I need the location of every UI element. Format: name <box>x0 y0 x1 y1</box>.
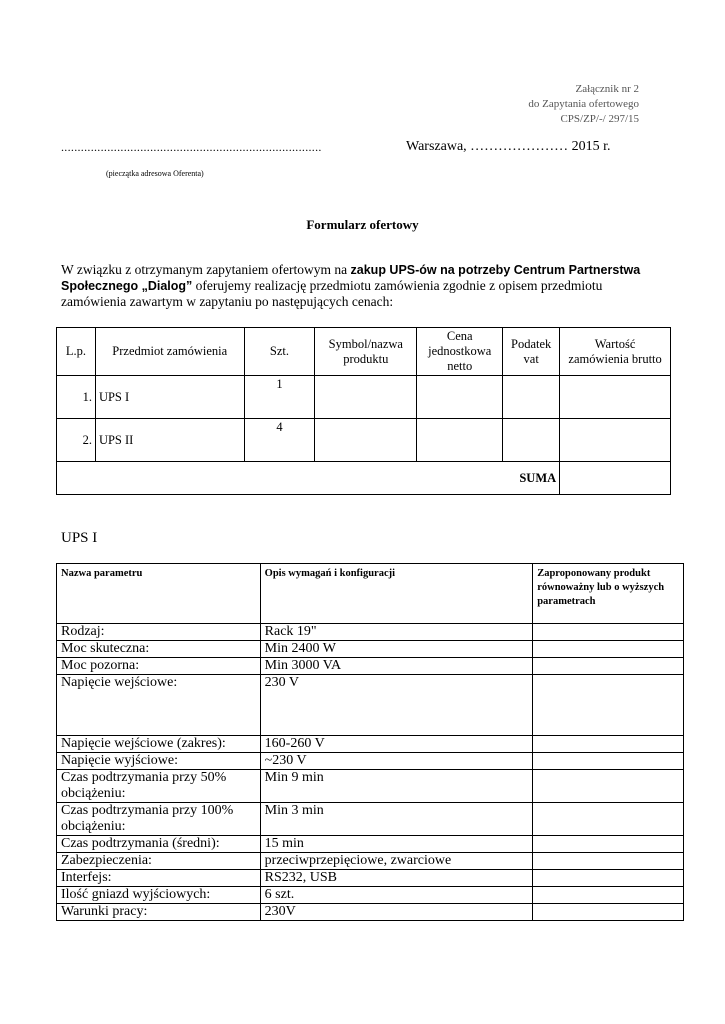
row-number: 2. <box>57 419 96 462</box>
spec-offer-cell[interactable] <box>533 904 684 921</box>
spec-param: Czas podtrzymania przy 50% obciążeniu: <box>57 770 261 803</box>
table-row <box>57 641 684 658</box>
spec-offer-cell[interactable] <box>533 675 684 736</box>
row-qty: 4 <box>244 419 315 462</box>
spec-requirement: 230V <box>260 904 533 921</box>
row-number: 1. <box>57 376 96 419</box>
order-header-cell: Szt. <box>244 328 315 376</box>
spec-requirement: ~230 V <box>260 753 533 770</box>
spec-table-header <box>57 564 684 624</box>
spec-param: Zabezpieczenia: <box>57 853 261 870</box>
table-row <box>57 753 684 770</box>
order-table <box>56 327 671 495</box>
spec-param: Warunki pracy: <box>57 904 261 921</box>
spec-offer-cell[interactable] <box>533 836 684 853</box>
row-unit-price-cell[interactable] <box>417 376 503 419</box>
row-symbol-cell[interactable] <box>315 419 417 462</box>
spec-param: Moc skuteczna: <box>57 641 261 658</box>
spec-param: Napięcie wyjściowe: <box>57 753 261 770</box>
intro-bold-subject: zakup UPS-ów na potrzeby Centrum Partnerstwa Społecznego „Dialog” <box>61 263 641 293</box>
sum-row <box>57 462 671 495</box>
table-row <box>57 736 684 753</box>
table-row <box>57 658 684 675</box>
section-title: UPS I <box>61 530 98 546</box>
spec-param: Interfejs: <box>57 870 261 887</box>
spec-offer-cell[interactable] <box>533 753 684 770</box>
intro-text-2: oferujemy realizację przedmiotu zamówienia zgodnie z opisem przedmiotu zamówienia zawartym w zapytaniu po następujących cenach: <box>61 278 603 309</box>
table-row <box>57 836 684 853</box>
spec-param: Czas podtrzymania przy 100% obciążeniu: <box>57 803 261 836</box>
order-header-cell: Podatek vat <box>503 328 560 376</box>
spec-offer-cell[interactable] <box>533 770 684 803</box>
row-item: UPS I <box>95 376 244 419</box>
table-row <box>57 419 671 462</box>
form-title: Formularz ofertowy <box>306 217 419 232</box>
table-row <box>57 870 684 887</box>
row-vat-cell[interactable] <box>503 419 560 462</box>
spec-header-cell: Nazwa parametru <box>57 564 261 624</box>
table-row <box>57 853 684 870</box>
spec-header-cell: Opis wymagań i konfiguracji <box>260 564 533 624</box>
row-symbol-cell[interactable] <box>315 376 417 419</box>
order-table-header <box>57 328 671 376</box>
attachment-line-2: do Zapytania ofertowego <box>528 98 639 110</box>
spec-requirement: RS232, USB <box>260 870 533 887</box>
row-qty: 1 <box>244 376 315 419</box>
row-vat-cell[interactable] <box>503 376 560 419</box>
order-header-cell: Wartość zamówienia brutto <box>560 328 671 376</box>
spec-requirement: Rack 19" <box>260 624 533 641</box>
attachment-note <box>528 82 639 127</box>
spec-header-cell: Zaproponowany produkt równoważny lub o wyższych parametrach <box>533 564 684 624</box>
place-date: Warszawa, ………………… 2015 r. <box>406 139 611 154</box>
intro-text-1: W związku z otrzymanym zapytaniem ofertowym na <box>61 262 351 277</box>
row-item: UPS II <box>95 419 244 462</box>
table-row <box>57 887 684 904</box>
spec-requirement: 160-260 V <box>260 736 533 753</box>
table-row <box>57 624 684 641</box>
stamp-caption: (pieczątka adresowa Oferenta) <box>106 169 204 178</box>
spec-param: Napięcie wejściowe: <box>57 675 261 736</box>
spec-param: Napięcie wejściowe (zakres): <box>57 736 261 753</box>
spec-requirement: 6 szt. <box>260 887 533 904</box>
attachment-line-3: CPS/ZP/-/ 297/15 <box>560 113 639 125</box>
table-row <box>57 675 684 736</box>
spec-param: Rodzaj: <box>57 624 261 641</box>
sum-value-cell[interactable] <box>560 462 671 495</box>
spec-requirement: 15 min <box>260 836 533 853</box>
spec-requirement: Min 3000 VA <box>260 658 533 675</box>
table-row <box>57 904 684 921</box>
sum-label: SUMA <box>57 462 560 495</box>
spec-offer-cell[interactable] <box>533 624 684 641</box>
spec-param: Ilość gniazd wyjściowych: <box>57 887 261 904</box>
spec-requirement: przeciwprzepięciowe, zwarciowe <box>260 853 533 870</box>
spec-offer-cell[interactable] <box>533 641 684 658</box>
row-gross-value-cell[interactable] <box>560 419 671 462</box>
row-unit-price-cell[interactable] <box>417 419 503 462</box>
spec-table <box>56 563 684 921</box>
order-header-cell: Symbol/nazwa produktu <box>315 328 417 376</box>
spec-requirement: Min 3 min <box>260 803 533 836</box>
spec-requirement: Min 9 min <box>260 770 533 803</box>
table-row <box>57 376 671 419</box>
stamp-dotted-line: ............................................................................... <box>61 140 322 154</box>
intro-paragraph <box>61 262 641 310</box>
spec-offer-cell[interactable] <box>533 658 684 675</box>
spec-requirement: Min 2400 W <box>260 641 533 658</box>
order-header-cell: Przedmiot zamówienia <box>95 328 244 376</box>
spec-offer-cell[interactable] <box>533 870 684 887</box>
order-header-cell: Cena jednostkowa netto <box>417 328 503 376</box>
table-row <box>57 803 684 836</box>
spec-requirement: 230 V <box>260 675 533 736</box>
spec-offer-cell[interactable] <box>533 803 684 836</box>
spec-param: Czas podtrzymania (średni): <box>57 836 261 853</box>
spec-offer-cell[interactable] <box>533 887 684 904</box>
attachment-line-1: Załącznik nr 2 <box>575 83 639 95</box>
spec-offer-cell[interactable] <box>533 736 684 753</box>
order-header-cell: L.p. <box>57 328 96 376</box>
spec-param: Moc pozorna: <box>57 658 261 675</box>
spec-offer-cell[interactable] <box>533 853 684 870</box>
row-gross-value-cell[interactable] <box>560 376 671 419</box>
table-row <box>57 770 684 803</box>
